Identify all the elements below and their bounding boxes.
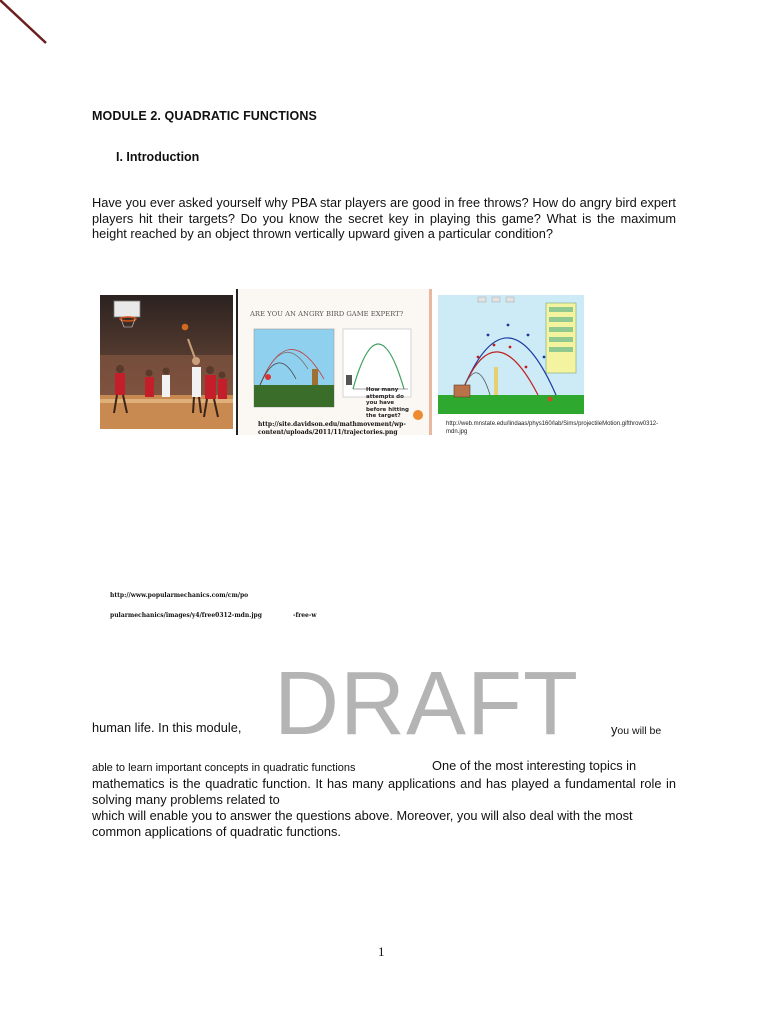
quadratic-function-paragraph: mathematics is the quadratic function. It has many applications and has played a fundamental role in solving many problems related to (92, 776, 676, 807)
section-title: I. Introduction (116, 150, 200, 164)
applications-paragraph: which will enable you to answer the questions above. Moreover, you will also deal with the most common applications of quadratic functions. (92, 808, 633, 839)
you-will-be-text (611, 722, 661, 737)
you-will-be-rest: ou will be (617, 725, 662, 737)
popular-mechanics-url-line1: http://www.popularmechanics.com/cm/po (110, 592, 249, 599)
you-will-be-y: y (611, 722, 618, 737)
module-title: MODULE 2. QUADRATIC FUNCTIONS (92, 109, 317, 123)
intro-paragraph: Have you ever asked yourself why PBA star players are good in free throws? How do angry bird expert players hit their targets? Do you know the secret key in playing this game? What is the maximum height reached by an object thrown vertically upward given a particular condition? (92, 195, 676, 242)
basketball-free-throw-image (100, 295, 233, 429)
able-to-learn-text: able to learn important concepts in quadratic functions (92, 762, 356, 774)
caption-projectile-url: http://web.mnstate.edu/lindaas/phys160/lab/Sims/projectileMotion.gifthrow0312-mdn.jpg (446, 421, 659, 435)
angry-bird-heading: ARE YOU AN ANGRY BIRD GAME EXPERT? (250, 310, 404, 318)
human-life-text: human life. In this module, (92, 720, 242, 735)
projectile-motion-image (438, 295, 584, 414)
one-of-most-text: One of the most interesting topics in (432, 758, 637, 773)
angry-bird-trajectory-image (236, 289, 432, 435)
corner-line-decoration (0, 0, 60, 50)
free-throw-url-fragment: -free-w (293, 612, 317, 619)
angry-bird-question: How many attempts do you have before hitting the target? (366, 387, 409, 419)
page-number: 1 (378, 944, 385, 959)
caption-angry-bird-url: http://site.davidson.edu/mathmovement/wp-content/uploads/2011/11/trajectories.png (258, 421, 406, 436)
draft-watermark: DRAFT (274, 654, 579, 754)
popular-mechanics-url-line2: pularmechanics/images/y4/free0312-mdn.jpg (110, 612, 262, 619)
